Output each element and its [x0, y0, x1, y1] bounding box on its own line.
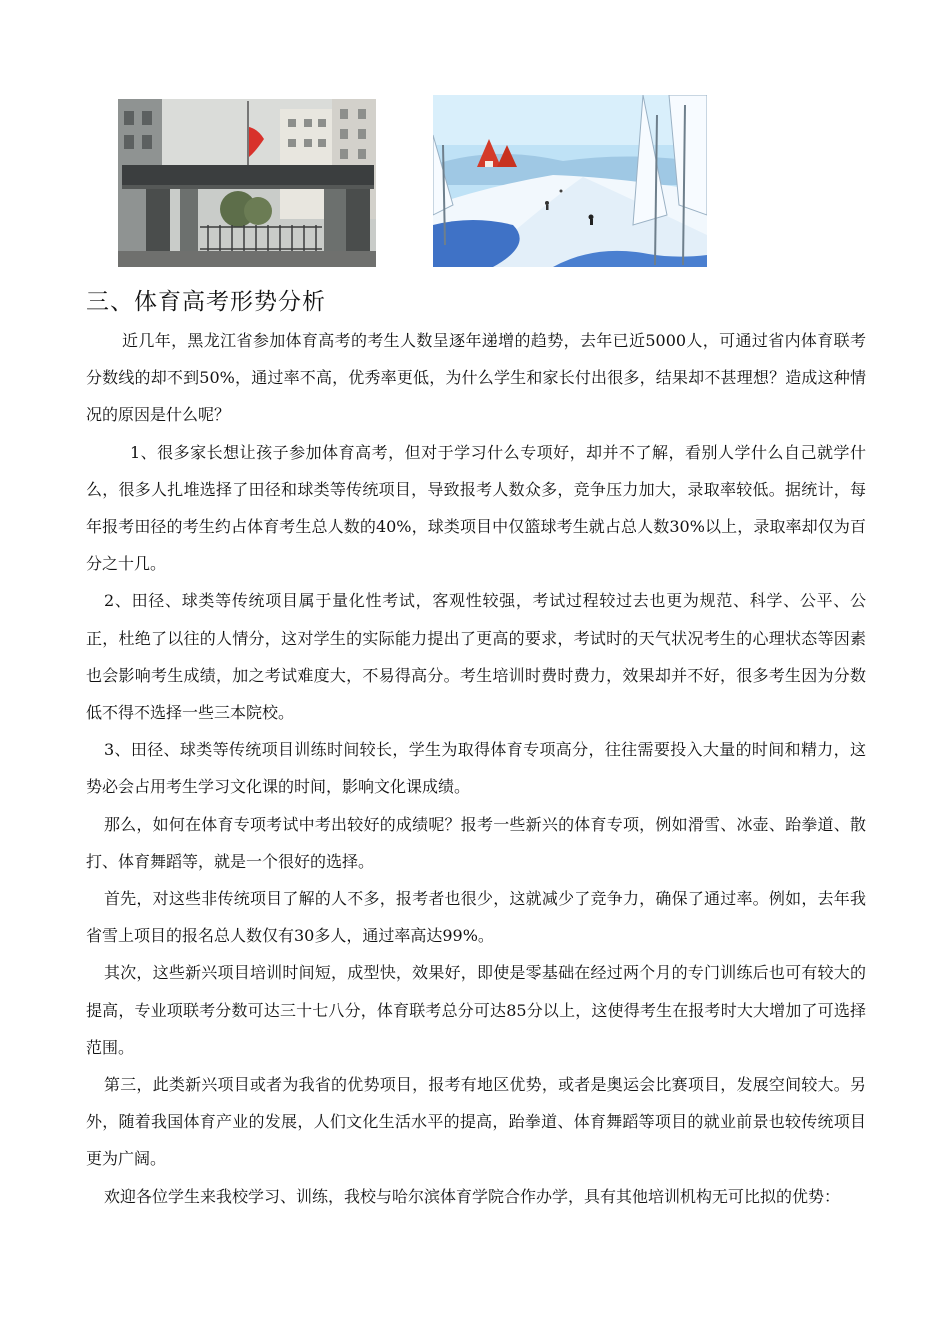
paragraph-third: 第三，此类新兴项目或者为我省的优势项目，报考有地区优势，或者是奥运会比赛项目，发展空间较大。另外，随着我国体育产业的发展，人们文化生活水平的提高，跆拳道、体育舞蹈等项目的就业前景也较传统项目更为广阔。 — [86, 1075, 866, 1169]
paragraph-intro: 近几年，黑龙江省参加体育高考的考生人数呈逐年递增的趋势，去年已近5000人，可通过省内体育联考分数线的却不到50%，通过率不高，优秀率更低，为什么学生和家长付出很多，结果却不甚理想？造成这种情况的原因是什么呢？ — [86, 331, 866, 425]
paragraph-first: 首先，对这些非传统项目了解的人不多，报考者也很少，这就减少了竞争力，确保了通过率。例如，去年我省雪上项目的报名总人数仅有30多人，通过率高达99%。 — [86, 889, 866, 946]
paragraph-solution: 那么，如何在体育专项考试中考出较好的成绩呢？报考一些新兴的体育专项，例如滑雪、冰壶、跆拳道、散打、体育舞蹈等，就是一个很好的选择。 — [86, 814, 866, 871]
paragraph-reason-1: 1、很多家长想让孩子参加体育高考，但对于学习什么专项好，却并不了解，看别人学什么自己就学什么，很多人扎堆选择了田径和球类等传统项目，导致报考人数众多，竞争压力加大，录取率较低。据统计，每年报考田径的考生约占体育考生总人数的40%，球类项目中仅篮球考生就占总人数30%以上，录取率却仅为百分之十几。 — [86, 442, 866, 574]
paragraph-second: 其次，这些新兴项目培训时间短，成型快，效果好，即使是零基础在经过两个月的专门训练后也可有较大的提高，专业项联考分数可达三十七八分，体育联考总分可达85分以上，这使得考生在报考时大大增加了可选择范围。 — [86, 963, 866, 1057]
paragraph-welcome: 欢迎各位学生来我校学习、训练，我校与哈尔滨体育学院合作办学，具有其他培训机构无可比拟的优势： — [104, 1186, 841, 1206]
paragraph-reason-2: 2、田径、球类等传统项目属于量化性考试，客观性较强，考试过程较过去也更为规范、科学、公平、公正，杜绝了以往的人情分，这对学生的实际能力提出了更高的要求，考试时的天气状况考生的心理状态等因素也会影响考生成绩，加之考试难度大，不易得高分。考生培训时费时费力，效果却并不好，很多考生因为分数低不得不选择一些三本院校。 — [86, 591, 866, 723]
ski-slope-photo — [433, 95, 707, 267]
article-body — [86, 322, 866, 1215]
section-heading: 三、体育高考形势分析 — [86, 289, 326, 315]
school-gate-photo — [118, 99, 376, 267]
paragraph-reason-3: 3、田径、球类等传统项目训练时间较长，学生为取得体育专项高分，往往需要投入大量的时间和精力，这势必会占用考生学习文化课的时间，影响文化课成绩。 — [86, 740, 866, 797]
